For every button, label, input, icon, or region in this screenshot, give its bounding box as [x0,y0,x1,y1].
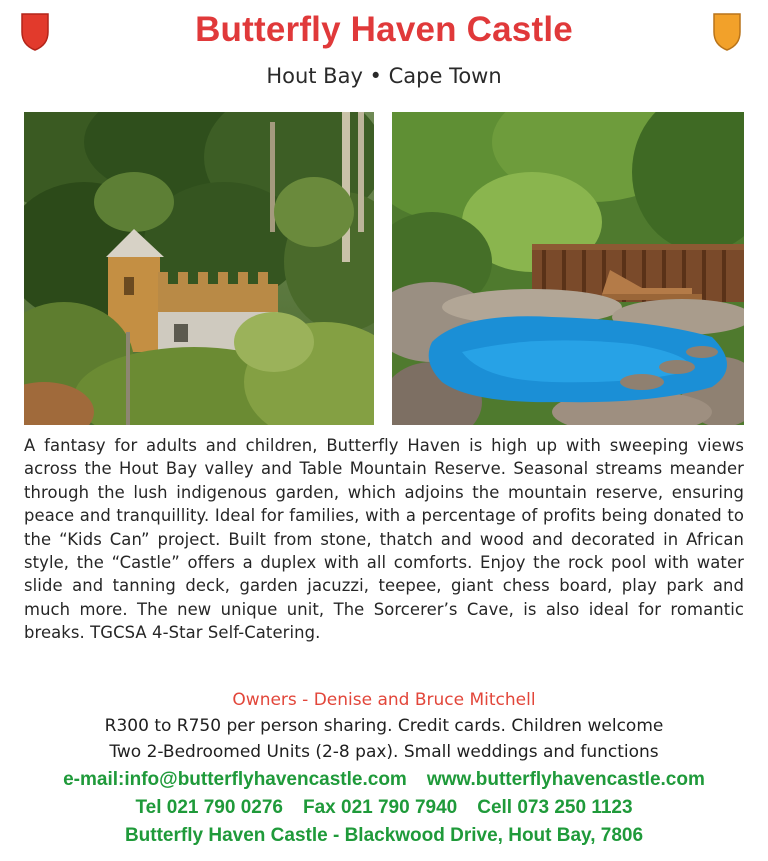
website-link[interactable]: www.butterflyhavencastle.com [426,769,705,790]
email-link[interactable]: e-mail:info@butterflyhavencastle.com [63,769,407,790]
contact-web-line [0,769,768,791]
address-line: Butterfly Haven Castle - Blackwood Drive, Hout Bay, 7806 [124,825,644,846]
castle-in-forest-photo [24,112,374,425]
rates-line: R300 to R750 per person sharing. Credit cards. Children welcome [104,716,664,736]
rock-pool-photo [392,112,744,425]
owners-line: Owners - Denise and Bruce Mitchell [232,690,536,710]
page-title: Butterfly Haven Castle [195,10,573,49]
units-line: Two 2-Bedroomed Units (2-8 pax). Small weddings and functions [109,742,659,762]
contact-phone-line [0,797,768,819]
telephone-number: Tel 021 790 0276 [135,797,283,818]
property-description: A fantasy for adults and children, Butterfly Haven is high up with sweeping views across the Hout Bay valley and Table Mountain Reserve. Seasonal streams meander through the lush indigenous garden, which adjoins the mountain reserve, ensuring peace and tranquillity. Ideal for families, with a percentage of profits being donated to the “Kids Can” project. Built from stone, thatch and wood and decorated in African style, the “Castle” offers a duplex with all comforts. Enjoy the rock pool with water slide and tanning deck, garden jacuzzi, teepee, giant chess board, play park and much more. The new unique unit, The Sorcerer’s Cave, is also ideal for romantic breaks. TGCSA 4-Star Self-Catering. [24,436,744,643]
fax-number: Fax 021 790 7940 [302,797,458,818]
location-subtitle: Hout Bay • Cape Town [266,64,502,88]
cell-number: Cell 073 250 1123 [477,797,633,818]
